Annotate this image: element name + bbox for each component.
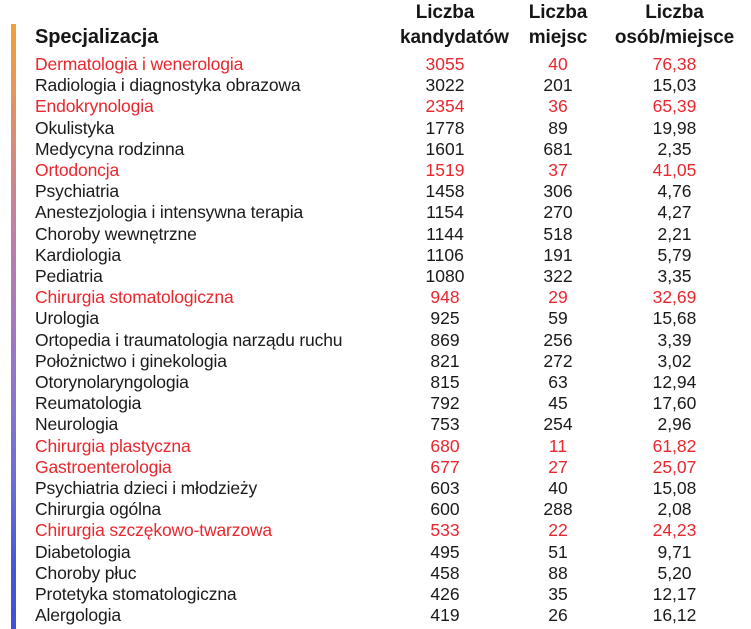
column-header-ratio-line2: osób/miejsce <box>614 27 735 48</box>
cell-candidates: 533 <box>430 520 460 541</box>
cell-places: 27 <box>548 456 568 477</box>
table-row <box>0 308 751 329</box>
cell-ratio: 4,76 <box>657 181 692 202</box>
column-header-candidates <box>400 0 512 50</box>
cell-candidates: 821 <box>430 350 460 371</box>
cell-candidates: 600 <box>430 499 460 520</box>
cell-places: 63 <box>548 372 568 393</box>
table-row <box>0 351 751 372</box>
table-row <box>0 414 751 435</box>
cell-places: 191 <box>543 244 573 265</box>
cell-candidates: 680 <box>430 435 460 456</box>
cell-candidates: 458 <box>430 562 460 583</box>
cell-candidates: 1106 <box>426 244 464 265</box>
cell-ratio: 9,71 <box>657 541 692 562</box>
table-header-row <box>0 0 751 50</box>
cell-ratio: 76,38 <box>652 54 697 74</box>
cell-specialization: Otorynolaryngologia <box>35 372 189 393</box>
table-row <box>0 245 751 266</box>
cell-specialization: Gastroenterologia <box>35 456 172 477</box>
cell-candidates: 1144 <box>426 223 464 244</box>
cell-candidates: 792 <box>430 393 460 414</box>
cell-specialization: Ortopedia i traumatologia narządu ruchu <box>35 329 343 350</box>
cell-ratio: 15,03 <box>652 75 697 96</box>
cell-specialization: Kardiologia <box>35 244 121 265</box>
cell-places: 201 <box>543 75 573 96</box>
column-header-places <box>512 0 612 50</box>
table-row <box>0 584 751 605</box>
cell-places: 288 <box>543 499 573 520</box>
cell-ratio: 12,94 <box>652 372 697 393</box>
cell-specialization: Ortodoncja <box>35 160 120 181</box>
cell-ratio: 3,35 <box>657 266 692 287</box>
cell-ratio: 2,21 <box>657 223 692 244</box>
cell-specialization: Choroby wewnętrzne <box>35 223 197 244</box>
cell-specialization: Endokrynologia <box>35 96 154 117</box>
cell-candidates: 869 <box>430 329 460 350</box>
cell-places: 22 <box>548 520 568 541</box>
cell-candidates: 1519 <box>425 160 465 181</box>
cell-specialization: Chirurgia stomatologiczna <box>35 287 234 308</box>
table-row <box>0 118 751 139</box>
cell-places: 254 <box>543 414 573 435</box>
table-row <box>0 330 751 351</box>
cell-specialization: Protetyka stomatologiczna <box>35 584 237 605</box>
table-row <box>0 224 751 245</box>
cell-ratio: 2,96 <box>657 414 692 435</box>
column-header-places-line2: miejsc <box>528 27 588 48</box>
cell-candidates: 1601 <box>425 138 465 159</box>
cell-candidates: 2354 <box>425 96 465 117</box>
column-header-candidates-line2: kandydatów <box>400 27 509 48</box>
table-row <box>0 139 751 160</box>
cell-candidates: 3022 <box>425 75 465 96</box>
cell-places: 88 <box>548 562 568 583</box>
cell-ratio: 65,39 <box>652 96 697 117</box>
cell-places: 272 <box>543 350 573 371</box>
cell-candidates: 495 <box>430 541 460 562</box>
cell-ratio: 19,98 <box>652 117 697 138</box>
cell-places: 36 <box>548 96 568 117</box>
table-row <box>0 436 751 457</box>
column-header-candidates-line1: Liczba <box>415 2 475 23</box>
table-row <box>0 287 751 308</box>
cell-candidates: 753 <box>430 414 460 435</box>
cell-ratio: 3,02 <box>657 350 692 371</box>
table-row <box>0 96 751 117</box>
cell-places: 59 <box>548 308 568 329</box>
cell-specialization: Chirurgia plastyczna <box>35 435 191 456</box>
cell-specialization: Radiologia i diagnostyka obrazowa <box>35 75 301 96</box>
cell-ratio: 15,08 <box>652 478 697 499</box>
cell-ratio: 41,05 <box>652 160 697 181</box>
cell-specialization: Reumatologia <box>35 393 142 414</box>
cell-ratio: 15,68 <box>652 308 697 329</box>
cell-places: 256 <box>543 329 573 350</box>
cell-ratio: 61,82 <box>652 435 697 456</box>
cell-candidates: 419 <box>430 605 460 626</box>
cell-candidates: 1458 <box>425 181 465 202</box>
cell-ratio: 4,27 <box>657 202 692 223</box>
cell-candidates: 677 <box>430 456 460 477</box>
cell-ratio: 2,08 <box>657 499 692 520</box>
cell-specialization: Psychiatria <box>35 181 119 202</box>
table-row <box>0 266 751 287</box>
cell-candidates: 1080 <box>425 266 465 287</box>
table-row <box>0 563 751 584</box>
cell-candidates: 948 <box>430 287 460 308</box>
cell-places: 681 <box>543 138 573 159</box>
table-row <box>0 372 751 393</box>
column-header-specialization-label: Specjalizacja <box>35 26 159 48</box>
table-row <box>0 457 751 478</box>
cell-specialization: Okulistyka <box>35 117 115 138</box>
table-row <box>0 160 751 181</box>
cell-ratio: 17,60 <box>652 393 697 414</box>
cell-ratio: 25,07 <box>652 456 697 477</box>
table-row <box>0 542 751 563</box>
cell-places: 40 <box>548 478 568 499</box>
cell-ratio: 16,12 <box>652 605 697 626</box>
cell-places: 35 <box>548 584 568 605</box>
table-row <box>0 393 751 414</box>
cell-specialization: Chirurgia szczękowo-twarzowa <box>35 520 272 541</box>
cell-specialization: Medycyna rodzinna <box>35 138 185 159</box>
table-row <box>0 54 751 75</box>
table-row <box>0 499 751 520</box>
table-row <box>0 181 751 202</box>
cell-candidates: 815 <box>430 372 460 393</box>
cell-specialization: Anestezjologia i intensywna terapia <box>35 202 304 223</box>
cell-candidates: 3055 <box>425 54 465 74</box>
column-header-ratio-line1: Liczba <box>645 2 704 23</box>
cell-candidates: 925 <box>430 308 460 329</box>
cell-ratio: 2,35 <box>657 138 692 159</box>
cell-ratio: 12,17 <box>652 584 697 605</box>
cell-specialization: Neurologia <box>35 414 119 435</box>
table-row <box>0 605 751 626</box>
cell-places: 89 <box>548 117 568 138</box>
cell-places: 26 <box>548 605 568 626</box>
cell-places: 40 <box>548 54 568 74</box>
cell-candidates: 426 <box>430 584 460 605</box>
cell-specialization: Alergologia <box>35 605 121 626</box>
table-row <box>0 478 751 499</box>
cell-places: 37 <box>548 160 568 181</box>
cell-places: 29 <box>548 287 568 308</box>
cell-specialization: Położnictwo i ginekologia <box>35 350 227 371</box>
cell-places: 51 <box>548 541 568 562</box>
cell-specialization: Chirurgia ogólna <box>35 499 162 520</box>
cell-ratio: 32,69 <box>652 287 697 308</box>
cell-specialization: Diabetologia <box>35 541 131 562</box>
cell-places: 270 <box>543 202 573 223</box>
column-header-specialization <box>0 0 400 50</box>
cell-ratio: 5,20 <box>657 562 692 583</box>
cell-specialization: Urologia <box>35 308 99 329</box>
table-body <box>0 54 751 626</box>
cell-places: 322 <box>543 266 573 287</box>
column-header-ratio <box>612 0 751 50</box>
column-header-places-line1: Liczba <box>528 2 588 23</box>
cell-places: 518 <box>543 223 573 244</box>
cell-places: 11 <box>548 435 568 456</box>
cell-specialization: Psychiatria dzieci i młodzieży <box>35 478 258 499</box>
cell-ratio: 24,23 <box>652 520 697 541</box>
cell-places: 306 <box>543 181 573 202</box>
table-header <box>0 0 751 54</box>
table-row <box>0 202 751 223</box>
cell-places: 45 <box>548 393 568 414</box>
cell-specialization: Choroby płuc <box>35 562 137 583</box>
cell-ratio: 5,79 <box>657 244 692 265</box>
table-row <box>0 75 751 96</box>
cell-specialization: Pediatria <box>35 266 103 287</box>
table-row <box>0 520 751 541</box>
cell-candidates: 603 <box>430 478 460 499</box>
cell-candidates: 1778 <box>425 117 465 138</box>
cell-ratio: 3,39 <box>657 329 692 350</box>
cell-candidates: 1154 <box>426 202 464 223</box>
cell-specialization: Dermatologia i wenerologia <box>35 54 244 74</box>
